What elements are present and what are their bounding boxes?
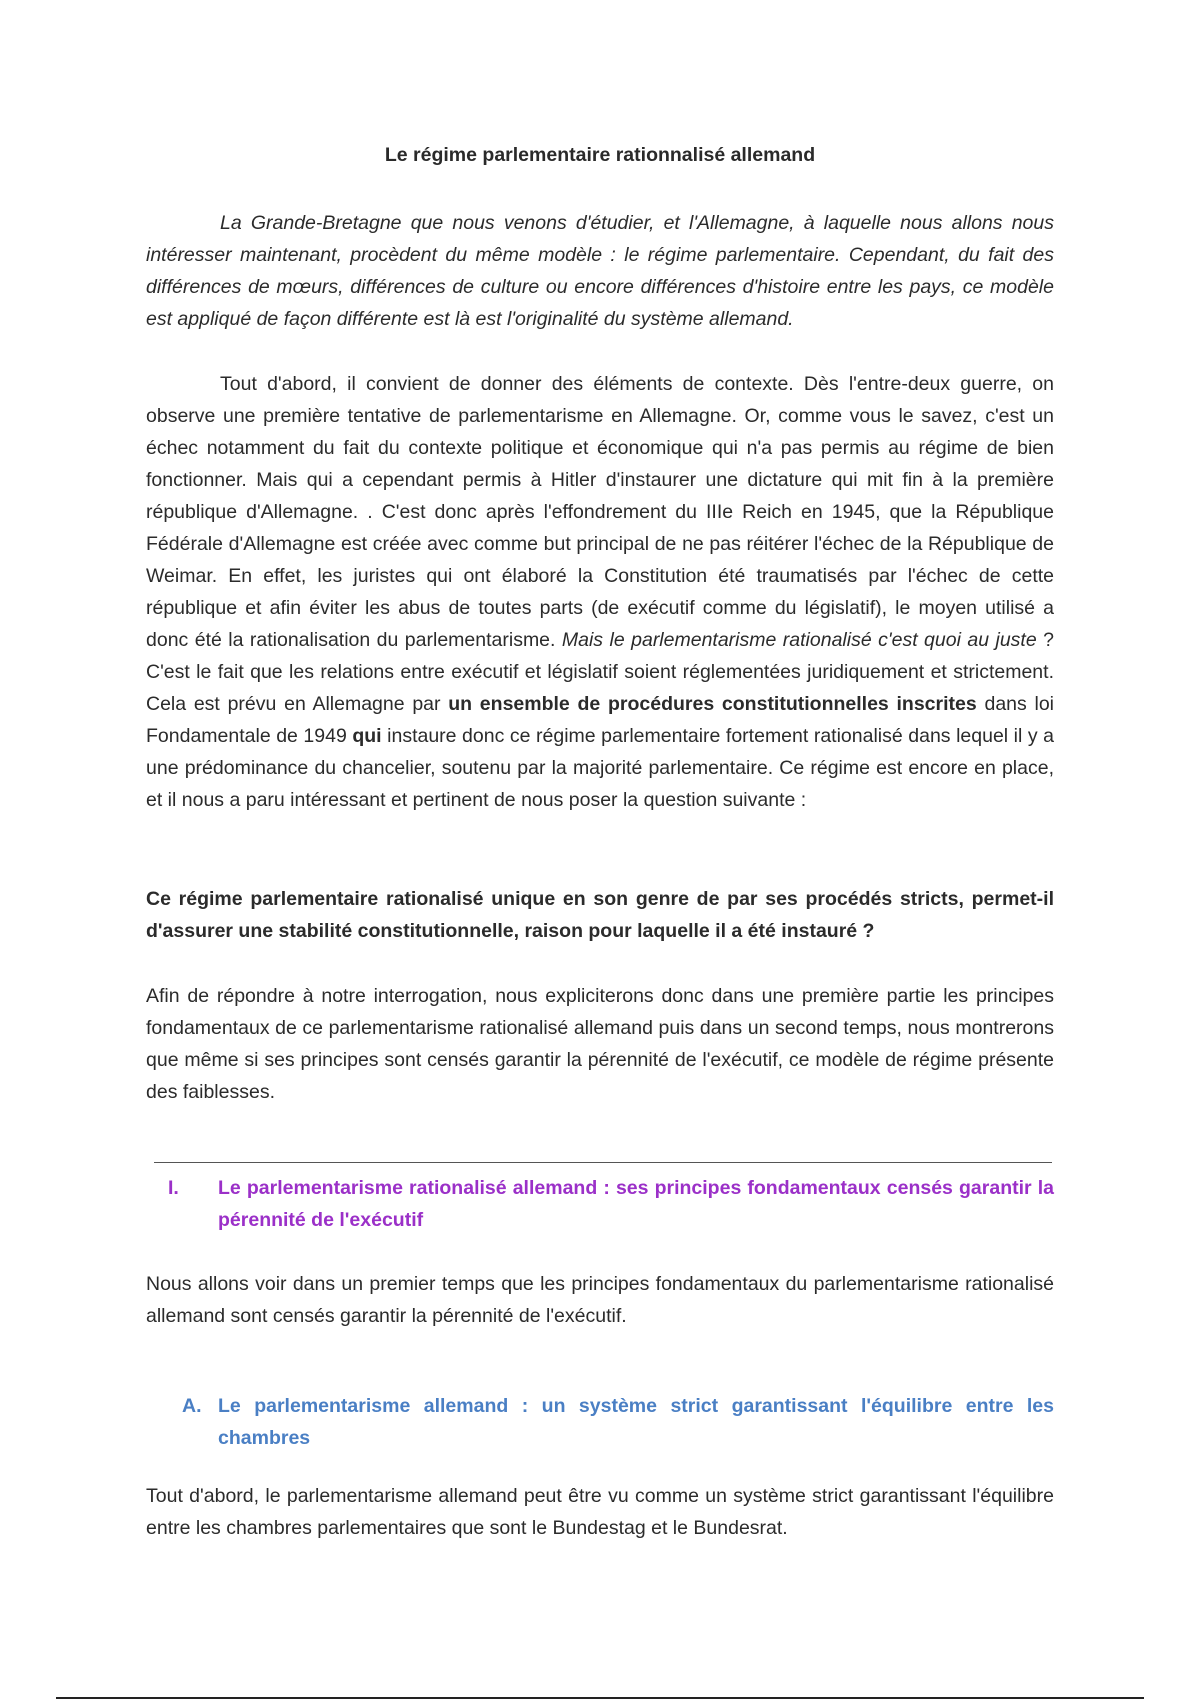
context-text-2: ? C'est le fait que les relations entre exécutif et législatif soient réglementées juridiquement et strictement. Cela est prévu en Allemagne par [146, 629, 1054, 715]
context-bold-2: qui [352, 725, 382, 747]
section-a-paragraph: Tout d'abord, le parlementarisme allemand peut être vu comme un système strict garantissant l'équilibre entre les chambres parlementaires que sont le Bundestag et le Bundesrat. [146, 1485, 1054, 1539]
intro-paragraph: La Grande-Bretagne que nous venons d'étudier, et l'Allemagne, à laquelle nous allons nous intéresser maintenant, procèdent du même modèle : le régime parlementaire. Cependant, du fait des différences de mœurs, différences de culture ou encore différences d'histoire entre les pays, ce modèle est appliqué de façon différente est là est l'originalité du système allemand. [146, 212, 1054, 330]
section-1-title: Le parlementarisme rationalisé allemand : ses principes fondamentaux censés garantir la pérennité de l'exécutif [218, 1177, 1054, 1231]
problem-question: Ce régime parlementaire rationalisé unique en son genre de par ses procédés stricts, permet-il d'assurer une stabilité constitutionnelle, raison pour laquelle il a été instauré ? [146, 888, 1054, 942]
plan-paragraph: Afin de répondre à notre interrogation, nous expliciterons donc dans une première partie les principes fondamentaux de ce parlementarisme rationalisé allemand puis dans un second temps, nous montrerons que même si ses principes sont censés garantir la pérennité de l'exécutif, ce modèle de régime présente des faiblesses. [146, 985, 1054, 1103]
document-title: Le régime parlementaire rationnalisé allemand [384, 144, 816, 166]
context-text-1: Tout d'abord, il convient de donner des éléments de contexte. Dès l'entre-deux guerre, on observe une première tentative de parlementarisme en Allemagne. Or, comme vous le savez, c'est un échec notamment du fait du contexte politique et économique qui n'a pas permis au régime de bien fonctionner. Mais qui a cependant permis à Hitler d'instaurer une dictature qui mit fin à la première république d'Allemagne. . C'est donc après l'effondrement du IIIe Reich en 1945, que la République Fédérale d'Allemagne est créée avec comme but principal de ne pas réitérer l'échec de la République de Weimar. En effet, les juristes qui ont élaboré la Constitution été traumatisés par l'échec de cette république et afin éviter les abus de toutes parts (de exécutif comme du législatif), le moyen utilisé a donc été la rationalisation du parlementarisme. [146, 373, 1054, 651]
context-paragraph [146, 368, 1054, 816]
context-text-3: dans loi Fondamentale de 1949 [146, 693, 1054, 747]
section-1-heading [146, 1172, 1054, 1236]
context-bold-1: un ensemble de procédures constitutionnelles inscrites [448, 693, 977, 715]
section-1-paragraph: Nous allons voir dans un premier temps que les principes fondamentaux du parlementarisme rationalisé allemand sont censés garantir la pérennité de l'exécutif. [146, 1273, 1054, 1327]
context-text-4: instaure donc ce régime parlementaire fortement rationalisé dans lequel il y a une prédominance du chancelier, soutenu par la majorité parlementaire. Ce régime est encore en place, et il nous a paru intéressant et pertinent de nous poser la question suivante : [146, 725, 1054, 811]
page-bottom-rule [56, 1697, 1144, 1699]
section-a-heading [146, 1390, 1054, 1454]
section-a-title: Le parlementarisme allemand : un système strict garantissant l'équilibre entre les chambres [218, 1395, 1054, 1449]
section-a-number: A. [182, 1395, 202, 1417]
section-divider [154, 1162, 1052, 1163]
section-1-number: I. [168, 1177, 179, 1199]
context-italic-question: Mais le parlementarisme rationalisé c'est quoi au juste [561, 629, 1037, 651]
